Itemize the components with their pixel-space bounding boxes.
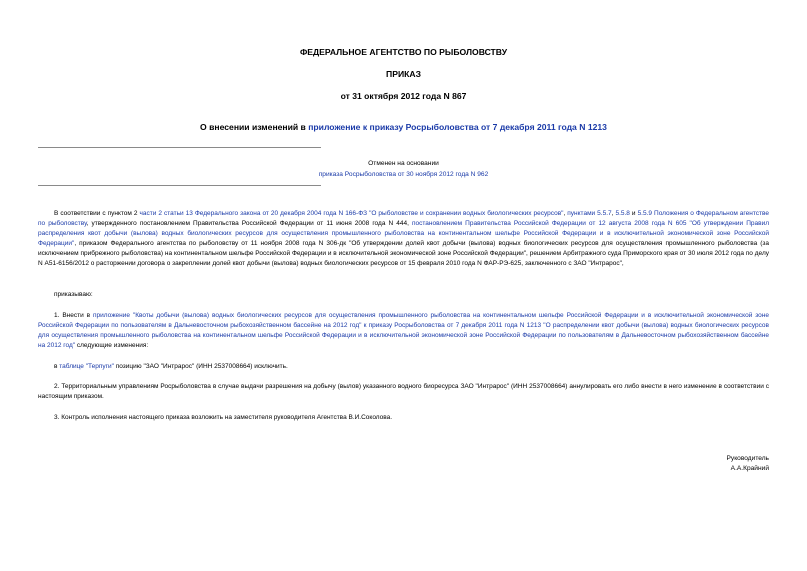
paragraph-link[interactable]: части 2 статьи 13 Федерального закона от 20 декабря 2004 года N 166-ФЗ "О рыболовстве и сохранении водных биологических ресурсов" (139, 210, 564, 217)
signature-position: Руководитель (726, 455, 769, 462)
paragraph-link[interactable]: 5.5.8 (615, 210, 630, 217)
paragraph-text: 1. Внести в (54, 312, 94, 319)
document-type-heading: ПРИКАЗ (386, 69, 421, 79)
paragraph-link[interactable]: 5.5.9 Положения о Федеральном агентстве по рыболовству (38, 210, 769, 227)
paragraph-order-word: приказываю: (54, 291, 93, 298)
paragraph-link[interactable]: приложение "Квоты добычи (вылова) водных биологических ресурсов для осуществления промышленного рыболовства на континентальном шельфе Российской Федерации и в исключительной экономической зоне Российской Федерации по пользователям в Дальневосточном рыбохозяйственном бассейне на 2012 год" к приказу Росрыболовства от 7 декабря 2011 года N 1213 "О распределении квот добычи (вылова) водных биологических ресурсов для осуществления промышленного рыболовства на континентальном шельфе Российской Федерации и в исключительной экономической зоне Российской Федерации по пользователям в Дальневосточном рыбохозяйственном бассейне на 2012 год" (38, 312, 769, 349)
status-note-text: Отменен на основании (368, 160, 439, 167)
agency-heading: ФЕДЕРАЛЬНОЕ АГЕНТСТВО ПО РЫБОЛОВСТВУ (299, 47, 508, 57)
paragraph-item-3: 3. Контроль исполнения настоящего приказа возложить на заместителя руководителя Агентства В.И.Соколова. (54, 414, 393, 421)
paragraph-text: , приказом Федерального агентства по рыболовству от 11 ноября 2008 года N 306-дк "Об утверждении долей квот добычи (вылова) водных биологических ресурсов для осуществления промышленного рыболовства (за исключением прибрежного рыболовства) на континентальном шельфе Российской Федерации и в исключительной экономической зоне Российской Федерации", решением Арбитражного суда Приморского края от 30 июля 2012 года по делу N А51-6156/2012 о расторжении договора о закреплении долей квот добычи (вылова) водных биологических ресурсов от 15 февраля 2010 года N ФАР-РЭ-625, заключенного с ЗАО "Интрарос", (38, 240, 769, 267)
paragraph-text: В соответствии с пунктом 2 (54, 210, 140, 217)
paragraph-text: , (563, 210, 568, 217)
paragraph-text: следующие изменения: (75, 342, 149, 349)
paragraph-item-1 (38, 311, 769, 351)
paragraph-text: , утвержденного постановлением Правительства Российской Федерации от 11 июня 2008 года N 444, (86, 220, 412, 227)
status-note-link-row (0, 171, 807, 178)
paragraph-item-2: 2. Территориальным управлениям Росрыболовства в случае выдачи разрешения на добычу (вылов) указанного водного биоресурса ЗАО "Интрарос" (ИНН 2537008664) аннулировать его либо внести в него изменение в соответствии с настоящим приказом. (38, 383, 769, 400)
paragraph-link[interactable]: таблице "Терпуги" (59, 363, 114, 370)
paragraph-text: позицию "ЗАО "Интрарос" (ИНН 2537008664) исключить. (113, 363, 288, 370)
cancellation-order-link[interactable]: приказа Росрыболовства от 30 ноября 2012 года N 962 (318, 171, 489, 178)
top-divider (38, 147, 321, 148)
document-title (0, 122, 807, 132)
document-date-number: от 31 октября 2012 года N 867 (340, 91, 467, 101)
bottom-divider (38, 185, 321, 186)
paragraph-preamble (38, 209, 769, 269)
signature-name: А.А.Крайний (730, 465, 769, 472)
paragraph-link[interactable]: пунктами 5.5.7 (567, 210, 612, 217)
paragraph-text: в (54, 363, 60, 370)
document-title-prefix: О внесении изменений в (200, 122, 309, 132)
paragraph-text: и (629, 210, 638, 217)
paragraph-link[interactable]: постановлением Правительства Российской Федерации от 12 августа 2008 года N 605 "Об утверждении Правил распределения квот добычи (вылова) водных биологических ресурсов для осуществления промышленного рыболовства на континентальном шельфе Российской Федерации и в исключительной экономической зоне Российской Федерации" (38, 220, 769, 247)
paragraph-table-change (38, 362, 769, 372)
document-title-link[interactable]: приложение к приказу Росрыболовства от 7 декабря 2011 года N 1213 (308, 122, 607, 132)
paragraph-text: , (611, 210, 616, 217)
